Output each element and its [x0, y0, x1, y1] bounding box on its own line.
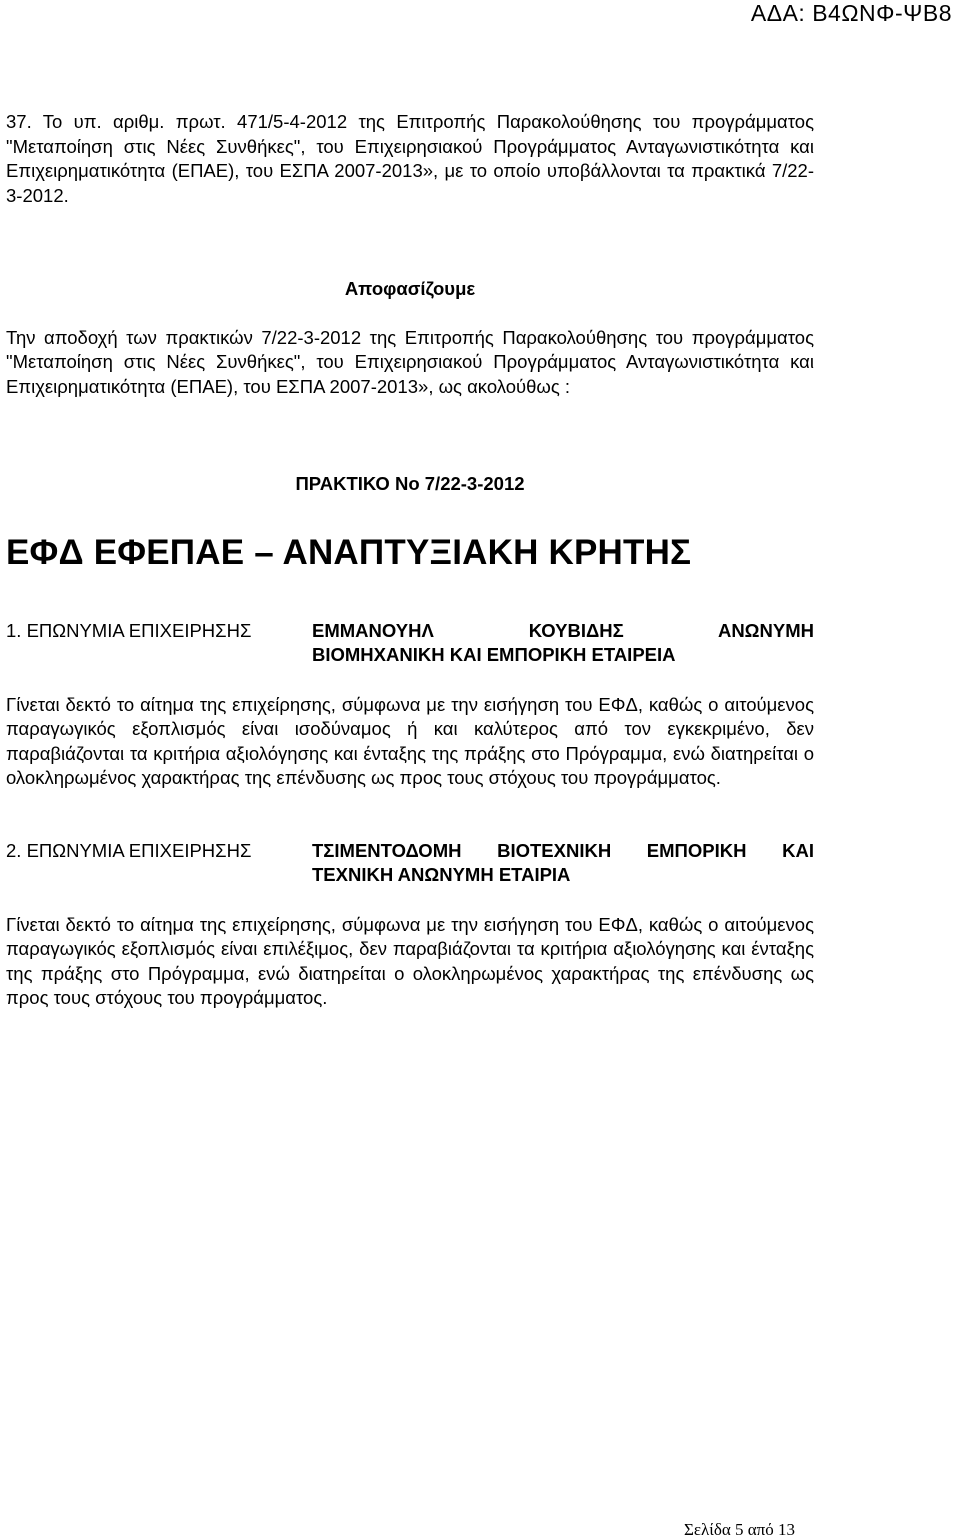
company-2-name-line1: ΤΣΙΜΕΝΤΟΔΟΜΗ ΒΙΟΤΕΧΝΙΚΗ ΕΜΠΟΡΙΚΗ ΚΑΙ: [312, 839, 814, 861]
decision-title: Αποφασίζουμε: [344, 278, 476, 299]
decision-paragraph: Την αποδοχή των πρακτικών 7/22-3-2012 της Επιτροπής Παρακολούθησης του προγράμματος "Μεταποίηση στις Νέες Συνθήκες", του Επιχειρησιακού Προγράμματος Ανταγωνιστικότητα και Επιχειρηματικότητα (ΕΠΑΕ), του ΕΣΠΑ 2007-2013», ως ακολούθως :: [6, 326, 814, 397]
company-2-label: 2. ΕΠΩΝΥΜΙΑ ΕΠΙΧΕΙΡΗΣΗΣ: [6, 839, 252, 861]
company-2-name: [312, 839, 814, 888]
company-1-text: Γίνεται δεκτό το αίτημα της επιχείρησης, σύμφωνα με την εισήγηση του ΕΦΔ, καθώς ο αιτούμενος παραγωγικός εξοπλισμός είναι ισοδύναμος ή και καλύτερος από τον εγκεκριμένο, δεν παραβιάζονται τα κριτήρια αξιολόγησης και ένταξης της πράξης στο Πρόγραμμα, ενώ διατηρείται ο ολοκληρωμένος χαρακτήρας της επένδυσης ως προς τους στόχους του προγράμματος.: [6, 693, 814, 788]
company-2-name-line2: ΤΕΧΝΙΚΗ ΑΝΩΝΥΜΗ ΕΤΑΙΡΙΑ: [312, 864, 571, 885]
company-1-name: [312, 619, 814, 668]
ada-code: ΑΔΑ: Β4ΩΝΦ-ΨΒ8: [750, 0, 952, 26]
minutes-title: ΠΡΑΚΤΙΚΟ Νο 7/22-3-2012: [295, 473, 525, 494]
company-1-name-line2: ΒΙΟΜΗΧΑΝΙΚΗ ΚΑΙ ΕΜΠΟΡΙΚΗ ΕΤΑΙΡΕΙΑ: [312, 644, 676, 665]
company-1-header: [6, 619, 814, 668]
company-2-header: [6, 839, 814, 888]
page-number: Σελίδα 5 από 13: [684, 1520, 796, 1539]
minutes-body-heading: ΕΦΔ ΕΦΕΠΑΕ – ΑΝΑΠΤΥΞΙΑΚΗ ΚΡΗΤΗΣ: [6, 532, 692, 572]
company-2-text: Γίνεται δεκτό το αίτημα της επιχείρησης, σύμφωνα με την εισήγηση του ΕΦΔ, καθώς ο αιτούμενος παραγωγικός εξοπλισμός είναι επιλέξιμος, δεν παραβιάζονται τα κριτήρια αξιολόγησης και ένταξης της πράξης στο Πρόγραμμα, ενώ διατηρείται ο ολοκληρωμένος χαρακτήρας της επένδυσης ως προς τους στόχους του προγράμματος.: [6, 913, 814, 1008]
document-body: [6, 110, 814, 1011]
company-1-name-line1: ΕΜΜΑΝΟΥΗΛ ΚΟΥΒΙΔΗΣ ΑΝΩΝΥΜΗ: [312, 619, 814, 641]
company-1-label: 1. ΕΠΩΝΥΜΙΑ ΕΠΙΧΕΙΡΗΣΗΣ: [6, 619, 252, 641]
intro-paragraph: 37. Το υπ. αριθμ. πρωτ. 471/5-4-2012 της Επιτροπής Παρακολούθησης του προγράμματος "Μεταποίηση στις Νέες Συνθήκες", του Επιχειρησιακού Προγράμματος Ανταγωνιστικότητα και Επιχειρηματικότητα (ΕΠΑΕ), του ΕΣΠΑ 2007-2013», με το οποίο υποβάλλονται τα πρακτικά 7/22-3-2012.: [6, 111, 814, 206]
